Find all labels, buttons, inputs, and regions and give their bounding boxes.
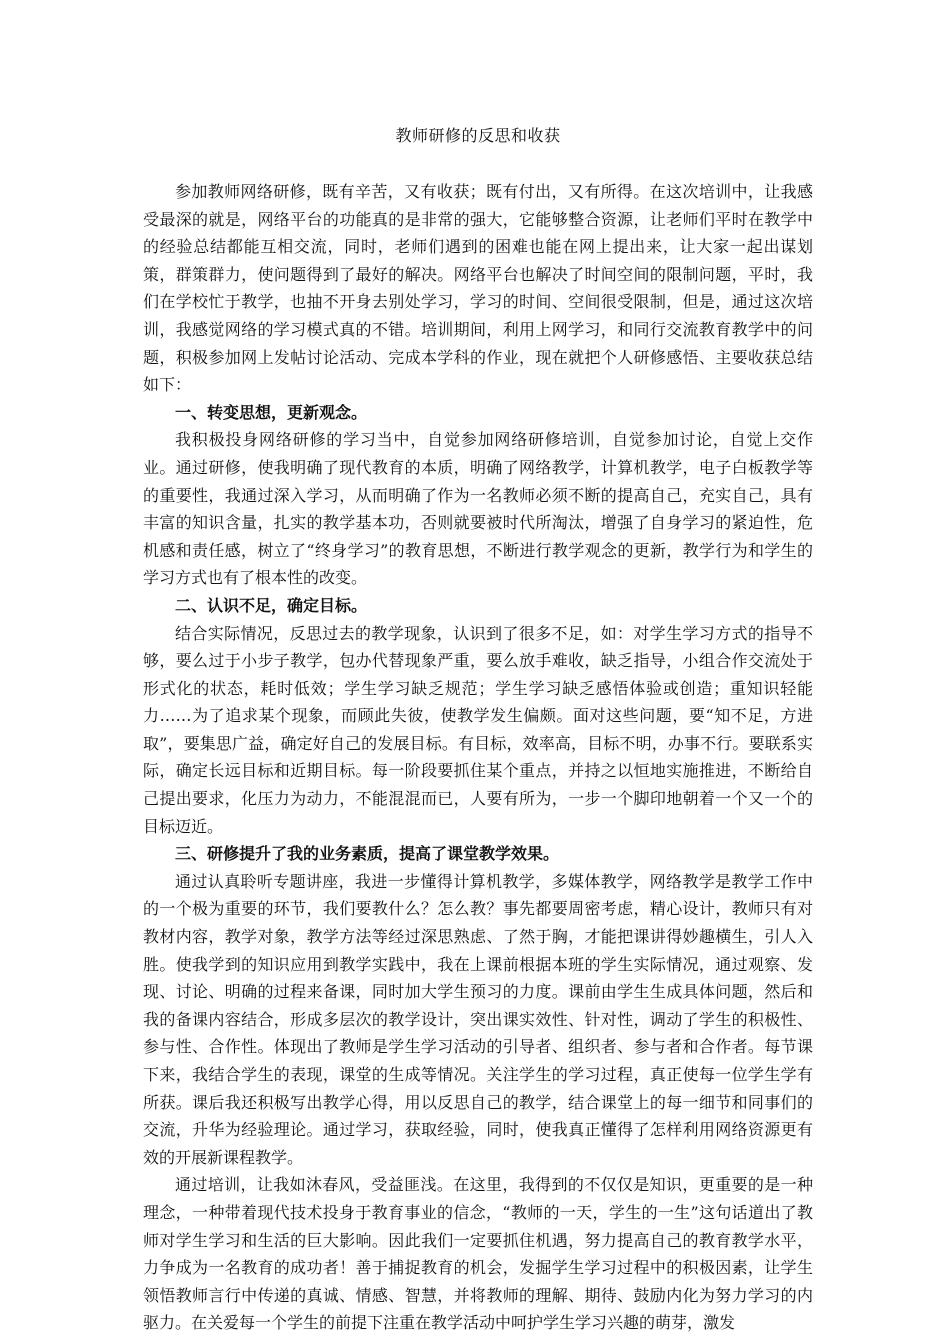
section-1-paragraph: 我积极投身网络研修的学习当中，自觉参加网络研修培训，自觉参加讨论，自觉上交作业。通过研修，使我明确了现代教育的本质，明确了网络教学，计算机教学，电子白板教学等的重要性，我通过深入学习，从而明确了作为一名教师必须不断的提高自己，充实自己，具有丰富的知识含量，扎实的教学基本功，否则就要被时代所淘汰，增强了自身学习的紧迫性，危机感和责任感，树立了“终身学习”的教育思想，不断进行教学观念的更新，教学行为和学生的学习方式也有了根本性的改变。 <box>143 430 813 588</box>
section-3-paragraph: 通过认真聆听专题讲座，我进一步懂得计算机教学，多媒体教学，网络教学是教学工作中的一个极为重要的环节，我们要教什么？怎么教？事先都要周密考虑，精心设计，教师只有对教材内容，教学对象，教学方法等经过深思熟虑、了然于胸，才能把课讲得妙趣横生，引人入胜。使我学到的知识应用到教学实践中，我在上课前根据本班的学生实际情况，通过观察、发现、讨论、明确的过程来备课，同时加大学生预习的力度。课前由学生生成具体问题，然后和我的备课内容结合，形成多层次的教学设计，突出课实效性、针对性，调动了学生的积极性、参与性、合作性。体现出了教师是学生学习活动的引导者、组织者、参与者和合作者。每节课下来，我结合学生的表现，课堂的生成等情况。关注学生的学习过程，真正使每一位学生学有所获。课后我还积极写出教学心得，用以反思自己的教学，结合课堂上的每一细节和同事们的交流，升华为经验理论。通过学习，获取经验，同时，使我真正懂得了怎样利用网络资源更有效的开展新课程教学。 <box>143 871 813 1167</box>
section-2-paragraph: 结合实际情况，反思过去的教学现象，认识到了很多不足，如：对学生学习方式的指导不够，要么过于小步子教学，包办代替现象严重，要么放手难收，缺乏指导，小组合作交流处于形式化的状态，耗时低效；学生学习缺乏规范；学生学习缺乏感悟体验或创造；重知识轻能力……为了追求某个现象，而顾此失彼，使教学发生偏颇。面对这些问题，要“知不足，方进取”，要集思广益，确定好自己的发展目标。有目标，效率高，目标不明，办事不行。要联系实际，确定长远目标和近期目标。每一阶段要抓住某个重点，并持之以恒地实施推进，不断给自己提出要求，化压力为动力，不能混混而已，人要有所为，一步一个脚印地朝着一个又一个的目标迈近。 <box>143 623 813 836</box>
section-3-heading: 三、研修提升了我的业务素质，提高了课堂教学效果。 <box>175 844 560 864</box>
intro-paragraph: 参加教师网络研修，既有辛苦，又有收获；既有付出，又有所得。在这次培训中，让我感受最深的就是，网络平台的功能真的是非常的强大，它能够整合资源，让老师们平时在教学中的经验总结都能互相交流，同时，老师们遇到的困难也能在网上提出来，让大家一起出谋划策，群策群力，使问题得到了最好的解决。网络平台也解决了时间空间的限制问题，平时，我们在学校忙于教学，也抽不开身去别处学习，学习的时间、空间很受限制，但是，通过这次培训，我感觉网络的学习模式真的不错。培训期间，利用上网学习，和同行交流教育教学中的问题，积极参加网上发帖讨论活动、完成本学科的作业，现在就把个人研修感悟、主要收获总结如下： <box>143 182 813 395</box>
section-2-heading: 二、认识不足，确定目标。 <box>175 595 368 615</box>
closing-paragraph: 通过培训，让我如沐春风，受益匪浅。在这里，我得到的不仅仅是知识，更重要的是一种理念，一种带着现代技术投身于教育事业的信念，“教师的一天，学生的一生”这句话道出了教师对学生学习和生活的巨大影响。因此我们一定要抓住机遇，努力提高自己的教育教学水平，力争成为一名教育的成功者！善于捕捉教育的机会，发掘学生学习过程中的积极因素，让学生领悟教师言行中传递的真诚、情感、智慧，并将教师的理解、期待、鼓励内化为努力学习的内驱力。在关爱每一个学生的前提下注重在教学活动中呵护学生学习兴趣的萌芽，激发 <box>143 1175 813 1333</box>
document-title: 教师研修的反思和收获 <box>395 126 561 145</box>
section-1-heading: 一、转变思想，更新观念。 <box>175 402 368 422</box>
document-page <box>143 124 813 1337</box>
